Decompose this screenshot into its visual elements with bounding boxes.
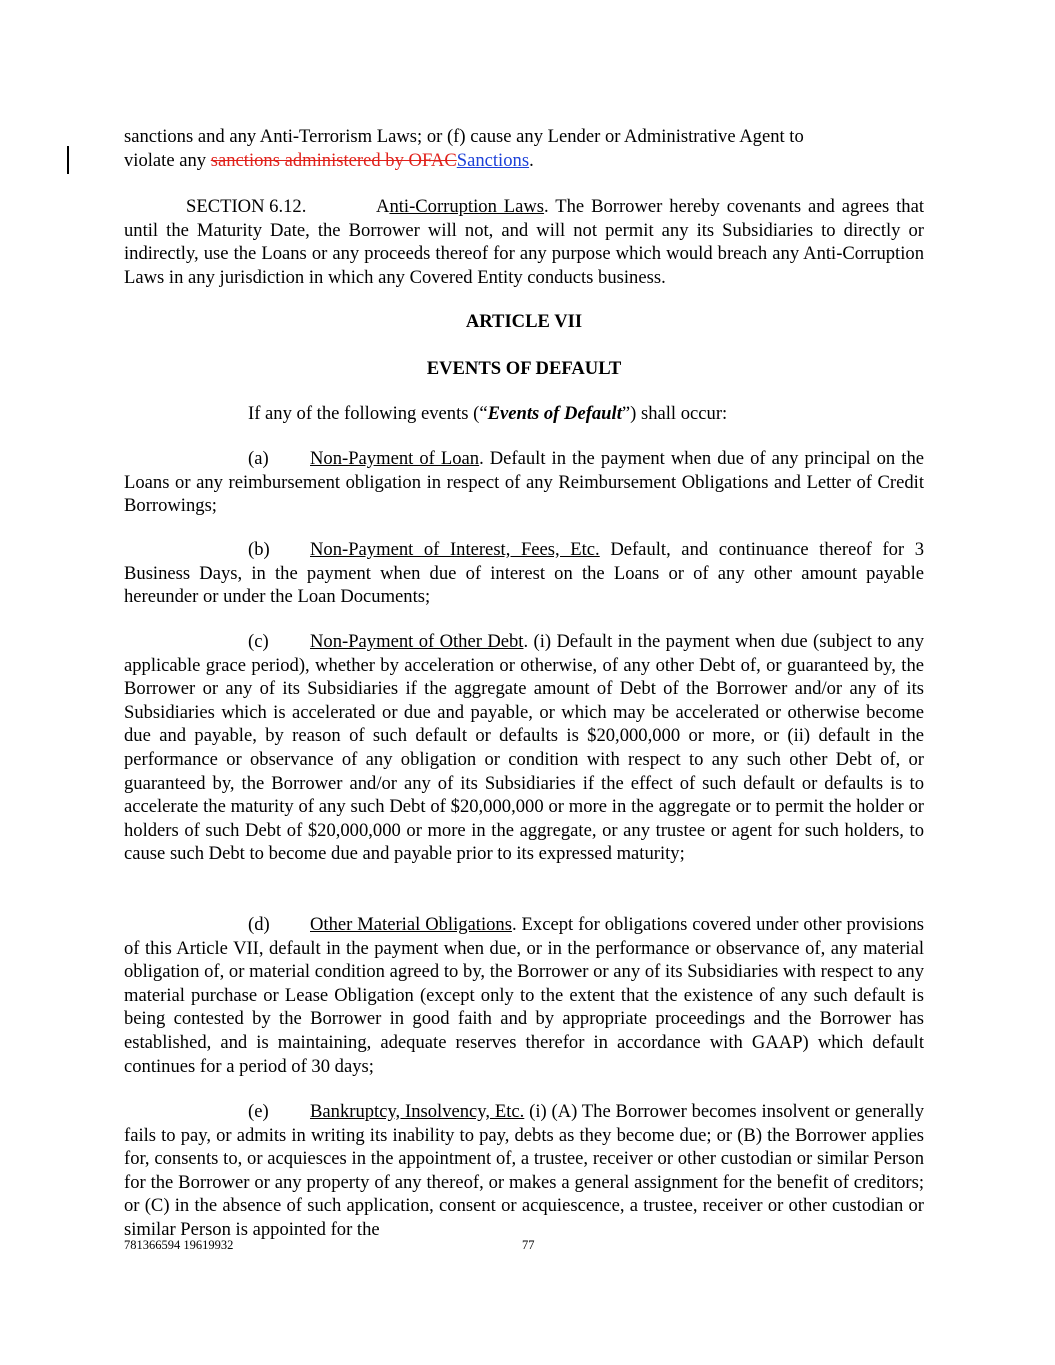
clause-a-text: . Default in the payment when due of any principal on the Loans or any reimbursement obligation in respect of any Reimbursement Obligations and Letter of Credit Borrowings; <box>124 448 924 517</box>
defined-term: Events of Default <box>487 403 622 424</box>
section-heading: nti-Corruption Laws <box>389 196 545 217</box>
clause-b-heading: Non-Payment of Interest, Fees, Etc. <box>310 539 600 560</box>
clause-c-label: (c) <box>248 631 269 652</box>
section-label: SECTION 6.12. <box>186 196 307 217</box>
intro-post: ”) shall occur: <box>621 403 728 424</box>
deleted-text: sanctions administered by OFAC <box>210 149 457 171</box>
clause-b-text: Default, and continuance thereof for 3 Business Days, in the payment when due of interest on the Loans or of any other amount payable hereunder or under the Loan Documents; <box>124 539 924 608</box>
intro-paragraph <box>124 402 924 426</box>
clause-d-heading: Other Material Obligations <box>310 914 512 935</box>
clause-b <box>124 538 924 609</box>
change-bar <box>67 146 69 174</box>
clause-c <box>124 630 924 866</box>
clause-e <box>124 1100 924 1242</box>
article-number: ARTICLE VII <box>465 311 583 332</box>
clause-a <box>124 447 924 518</box>
clause-a-label: (a) <box>248 448 269 469</box>
page-number: 77 <box>522 1238 535 1252</box>
document-id: 781366594 19619932 <box>124 1238 234 1252</box>
section-text: . The Borrower hereby covenants and agrees that until the Maturity Date, the Borrower will not, and will not permit any its Subsidiaries to directly or indirectly, use the Loans or any proceeds thereof for any purpose which would breach any Anti-Corruption Laws in any jurisdiction in which any Covered Entity conducts business. <box>124 196 924 288</box>
sanctions-line-1: sanctions and any Anti-Terrorism Laws; or (f) cause any Lender or Administrative Agent to <box>124 126 804 147</box>
article-title: EVENTS OF DEFAULT <box>426 358 622 379</box>
section-6-12 <box>124 195 924 289</box>
section-heading-first: A <box>376 196 390 217</box>
clause-c-heading: Non-Payment of Other Debt <box>310 631 524 652</box>
clause-d-text: . Except for obligations covered under other provisions of this Article VII, default in the payment when due, or in the performance or observance of, any material obligation of, or material condition agreed to by, the Borrower or any of its Subsidiaries with respect to any material purchase or Lease Obligation (except only to the extent that the existence of any such default is being contested by the Borrower in good faith and by appropriate proceedings and the Borrower has established, and is maintaining, adequate reserves therefor in accordance with GAAP) which default continues for a period of 30 days; <box>124 914 924 1077</box>
sanctions-post: . <box>529 149 534 171</box>
clause-e-label: (e) <box>248 1101 269 1122</box>
sanctions-paragraph <box>124 125 924 172</box>
clause-d-label: (d) <box>248 914 270 935</box>
intro-pre: If any of the following events (“ <box>248 403 488 424</box>
clause-c-text: . (i) Default in the payment when due (subject to any applicable grace period), whether by acceleration or otherwise, of any other Debt of, or guaranteed by, the Borrower or any of its Subsidiaries if the aggregate amount of Debt of the Borrower and/or any of its Subsidiaries which is accelerated or due and payable, or which may be accelerated or otherwise become due and payable, by reason of such default or defaults is $20,000,000 or more, or (ii) default in the performance or observance of any obligation or condition with respect to any such other Debt of, or guaranteed by, the Borrower and/or any of its Subsidiaries if the effect of such default or defaults is to accelerate the maturity of any such Debt of $20,000,000 or more in the aggregate or to permit the holder or holders of such Debt of $20,000,000 or more in the aggregate, or any trustee or agent for such holders, to cause such Debt to become due and payable prior to its expressed maturity; <box>124 631 924 865</box>
clause-b-label: (b) <box>248 539 270 560</box>
clause-a-heading: Non-Payment of Loan <box>310 448 480 469</box>
clause-e-heading: Bankruptcy, Insolvency, Etc. <box>310 1101 525 1122</box>
clause-d <box>124 913 924 1078</box>
inserted-text: Sanctions <box>456 149 530 171</box>
clause-e-text: (i) (A) The Borrower becomes insolvent or generally fails to pay, or admits in writing its inability to pay, debts as they become due; or (B) the Borrower applies for, consents to, or acquiesces in the appointment of, a trustee, receiver or other custodian or similar Person for the Borrower or any property of any thereof, or makes a general assignment for the benefit of creditors; or (C) in the absence of such application, consent or acquiescence, a trustee, receiver or other custodian or similar Person is appointed for the <box>124 1101 924 1240</box>
sanctions-pre: violate any <box>124 149 211 171</box>
